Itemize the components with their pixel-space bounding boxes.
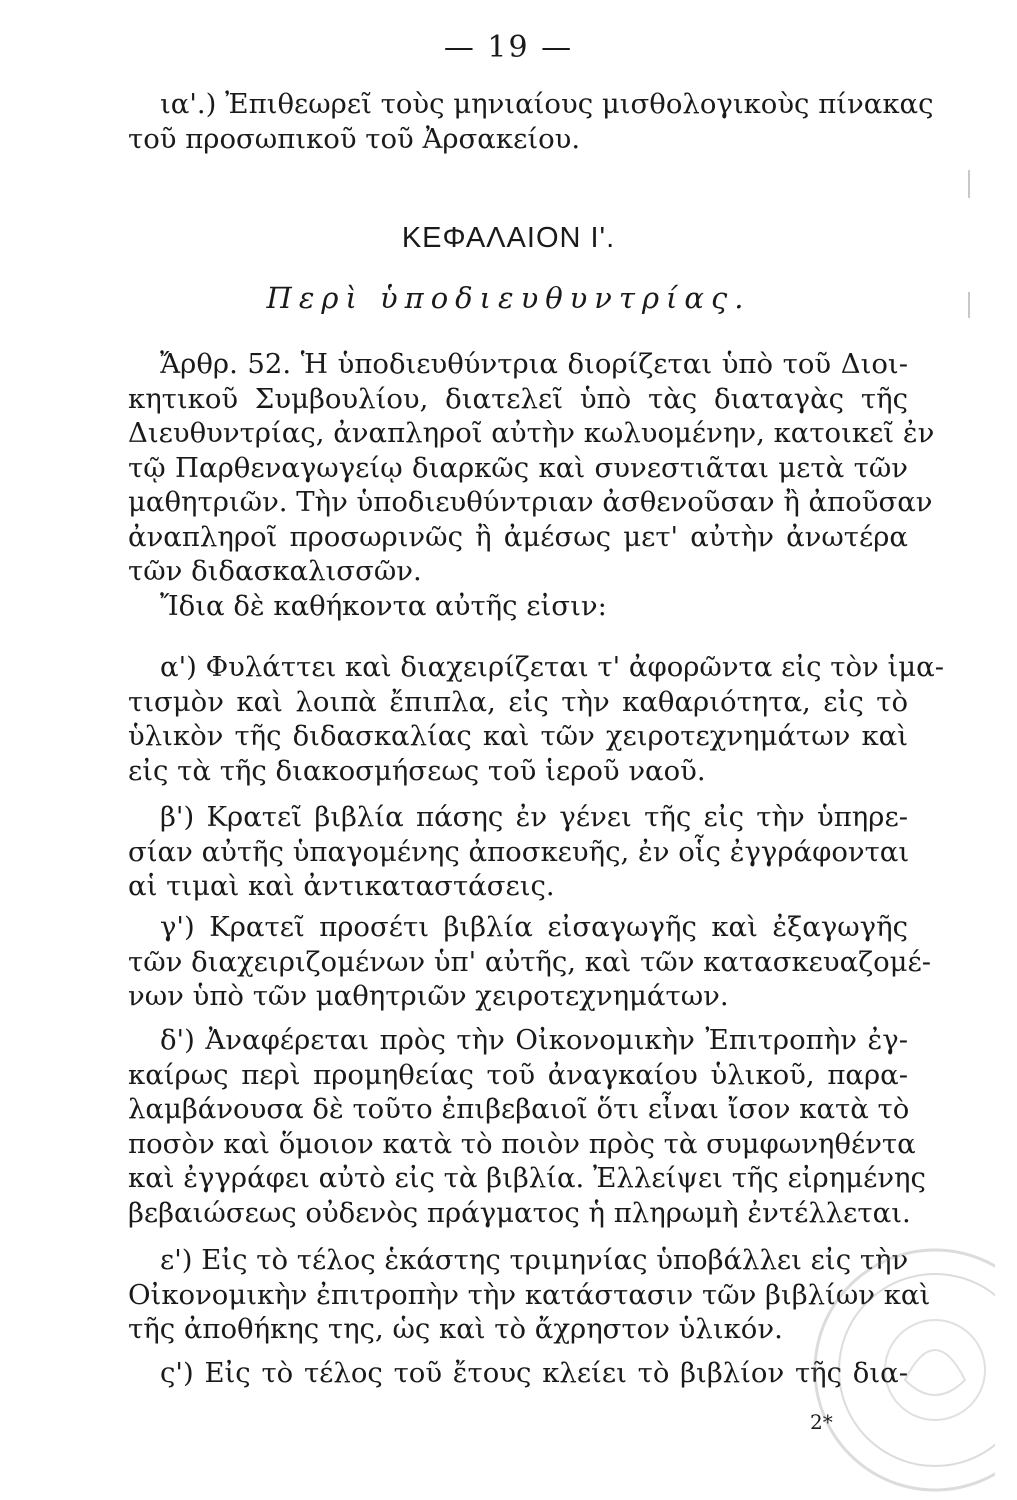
item-epsilon [128,1243,931,1347]
text-line: τισμὸν καὶ λοιπὰ ἔπιπλα, εἰς τὴν καθαριότητα, εἰς τὸ [128,685,908,718]
library-stamp-icon [795,1200,995,1500]
scan-mark [968,170,970,198]
item-beta [128,800,908,904]
item-gamma [128,910,932,1014]
chapter-subtitle: Περὶ ὑποδιευθυντρίας. [266,281,751,315]
text-line: αἱ τιμαὶ καὶ ἀντικαταστάσεις. [128,870,555,902]
text-line: τῶν διαχειριζομένων ὑπ' αὐτῆς, καὶ τῶν κατασκευαζομέ- [128,945,932,978]
intro-paragraph [128,87,934,156]
text-line: τοῦ προσωπικοῦ τοῦ Ἀρσακείου. [128,122,581,155]
signature-mark: 2* [810,1410,833,1434]
text-line: ποσὸν καὶ ὅμοιον κατὰ τὸ ποιὸν πρὸς τὰ συμφωνηθέντα [128,1127,916,1160]
text-line: καὶ ἐγγράφει αὐτὸ εἰς τὰ βιβλία. Ἐλλείψει τῆς εἰρημένης [128,1162,926,1194]
text-line: καίρως περὶ προμηθείας τοῦ ἀναγκαίου ὑλικοῦ, παρα- [128,1058,908,1091]
text-line: δ') Ἀναφέρεται πρὸς τὴν Οἰκονομικὴν Ἐπιτροπὴν ἐγ- [160,1024,908,1056]
text-line: τῶν διδασκαλισσῶν. [128,555,422,587]
duties-intro: Ἴδια δὲ καθήκοντα αὐτῆς εἰσιν: [160,589,607,622]
text-line: τῆς ἀποθήκης της, ὡς καὶ τὸ ἄχρηστον ὑλικόν. [128,1313,783,1345]
text-line: ε') Εἰς τὸ τέλος ἑκάστης τριμηνίας ὑποβάλλει εἰς τὴν [160,1244,909,1276]
item-alpha [128,650,945,788]
text-line: ὑλικὸν τῆς διδασκαλίας καὶ τῶν χειροτεχνημάτων καὶ [128,720,908,752]
text-line: ς') Εἰς τὸ τέλος τοῦ ἔτους κλείει τὸ βιβλίον τῆς δια- [160,1357,908,1389]
text-line: ια'.) Ἐπιθεωρεῖ τοὺς μηνιαίους μισθολογικοὺς πίνακας [160,88,934,120]
text-line: σίαν αὐτῆς ὑπαγομένης ἀποσκευῆς, ἐν οἷς ἐγγράφονται [128,835,910,868]
text-line: ἀναπληροῖ προσωρινῶς ἢ ἀμέσως μετ' αὐτὴν ἀνωτέρα [128,520,908,553]
text-line: νων ὑπὸ τῶν μαθητριῶν χειροτεχνημάτων. [128,980,729,1012]
text-line: Ἄρθρ. 52. Ἡ ὑποδιευθύντρια διορίζεται ὑπὸ τοῦ Διοι- [160,348,908,380]
text-line: λαμβάνουσα δὲ τοῦτο ἐπιβεβαιοῖ ὅτι εἶναι ἴσον κατὰ τὸ [128,1093,910,1125]
item-delta [128,1023,926,1230]
text-line: μαθητριῶν. Τὴν ὑποδιευθύντριαν ἀσθενοῦσαν ἢ ἀποῦσαν [128,486,933,518]
scan-mark [968,292,970,318]
text-line: Διευθυντρίας, ἀναπληροῖ αὐτὴν κωλυομένην, κατοικεῖ ἐν [128,417,935,449]
text-line: β') Κρατεῖ βιβλία πάσης ἐν γένει τῆς εἰς τὴν ὑπηρε- [160,801,908,833]
article-52 [128,347,935,623]
chapter-title: ΚΕΦΑΛΑΙΟΝ Ι'. [401,222,616,254]
text-line: κητικοῦ Συμβουλίου, διατελεῖ ὑπὸ τὰς διαταγὰς τῆς [128,382,908,415]
text-line: Οἰκονομικὴν ἐπιτροπὴν τὴν κατάστασιν τῶν βιβλίων καὶ [128,1278,931,1311]
text-line: α') Φυλάττει καὶ διαχειρίζεται τ' ἀφορῶντα εἰς τὸν ἱμα- [160,651,945,683]
text-line: τῷ Παρθεναγωγείῳ διαρκῶς καὶ συνεστιᾶται μετὰ τῶν [128,451,908,484]
text-line: γ') Κρατεῖ προσέτι βιβλία εἰσαγωγῆς καὶ ἐξαγωγῆς [160,911,908,943]
item-stigma [128,1356,908,1391]
text-line: εἰς τὰ τῆς διακοσμήσεως τοῦ ἱεροῦ ναοῦ. [128,754,706,787]
text-line: βεβαιώσεως οὐδενὸς πράγματος ἡ πληρωμὴ ἐντέλλεται. [128,1196,911,1229]
page-number: — 19 — [443,30,574,65]
